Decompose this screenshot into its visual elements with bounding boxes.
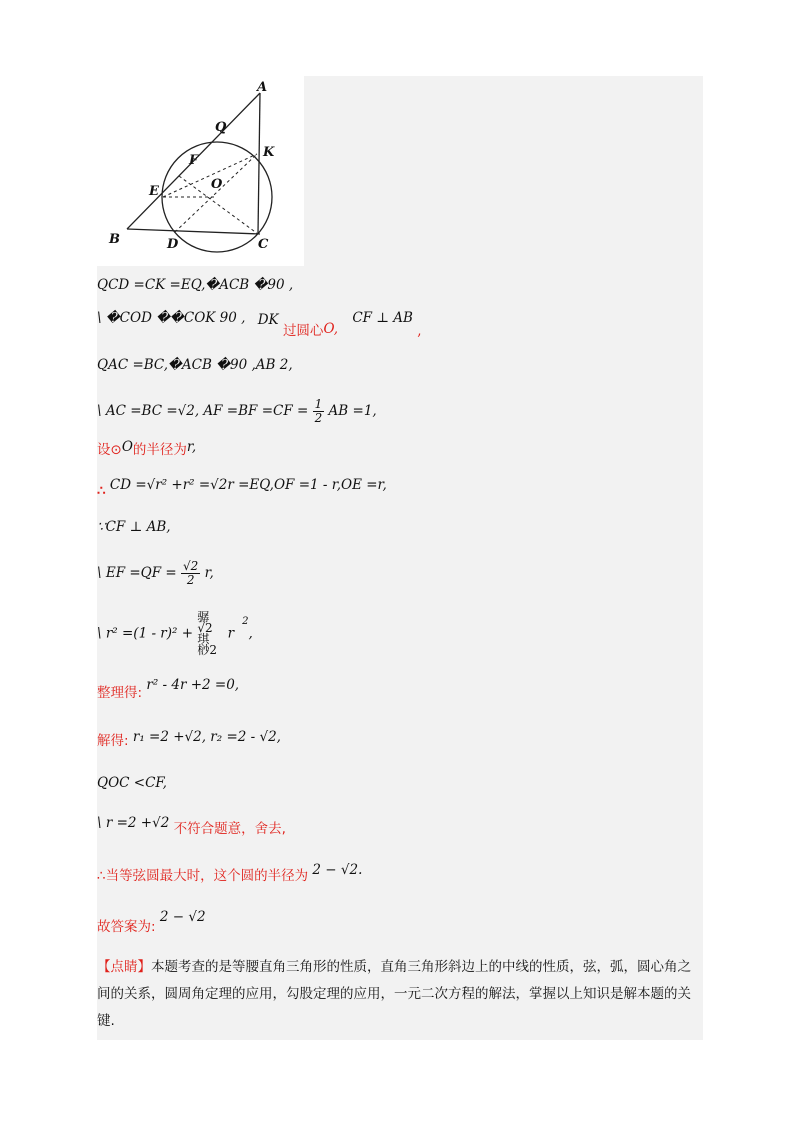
- line-2-o: O,: [323, 321, 339, 337]
- line-5: [97, 441, 196, 459]
- label-d: D: [167, 237, 179, 252]
- label-o: O: [211, 177, 223, 192]
- line-12: QOC <CF,: [97, 775, 167, 791]
- comment-text: 本题考查的是等腰直角三角形的性质，直角三角形斜边上的中线的性质，弦，弧，圆心角之间的关系，圆周角定理的应用，勾股定理的应用，一元二次方程的解法，掌握以上知识是解本题的关键.: [97, 959, 691, 1029]
- label-f: F: [189, 153, 199, 168]
- comment-block: [97, 954, 703, 1035]
- line-2-comma: ,: [417, 323, 422, 339]
- label-q: Q: [215, 120, 227, 135]
- line-10-equation: r² - 4r +2 =0,: [146, 677, 240, 693]
- line-8-end: r,: [204, 565, 214, 581]
- line-9: [97, 612, 253, 656]
- line-10-label: 整理得:: [97, 685, 143, 701]
- fraction-numerator: 1: [314, 397, 323, 411]
- fraction-denominator: 2: [186, 573, 195, 587]
- line-8-text: \ EF =QF =: [97, 565, 177, 581]
- line-14: [97, 861, 363, 884]
- line-4-text: \ AC =BC =√2, AF =BF =CF =: [97, 403, 309, 419]
- label-c: C: [258, 237, 269, 252]
- line-5-prefix: 设⊙: [97, 442, 122, 458]
- line-4-end: AB =1,: [328, 403, 377, 419]
- line-9-comma: ,: [248, 625, 253, 642]
- geometry-figure: [97, 76, 304, 266]
- answer-value: 2 − √2: [159, 909, 206, 925]
- line-3: QAC =BC,�ACB �90 ,AB 2,: [97, 357, 293, 373]
- line-9-text: \ r² =(1 - r)² +: [97, 625, 194, 642]
- line-1: QCD =CK =EQ,�ACB �90 ,: [97, 277, 294, 293]
- line-5-radius-text: 的半径为: [132, 442, 187, 458]
- line-2: [97, 309, 422, 339]
- label-e: E: [149, 184, 159, 199]
- line-6-text: CD =√r² +r² =√2r =EQ,OF =1 - r,OE =r,: [109, 477, 387, 493]
- line-14-value: 2 − √2.: [312, 862, 363, 878]
- fraction-denominator: 2: [314, 411, 323, 425]
- line-2-dk: DK: [257, 312, 279, 328]
- circle-triangle-diagram: [97, 76, 304, 266]
- fraction-one-half: [313, 398, 325, 425]
- line-4: [97, 398, 377, 425]
- line-2-text: \ �COD ��COK 90 ,: [97, 310, 246, 326]
- segment-bc: [127, 229, 260, 234]
- line-13-text: \ r =2 +√2: [97, 815, 170, 831]
- line-11-label: 解得:: [97, 733, 129, 749]
- line-2-cf-perp: CF ⊥ AB: [352, 310, 413, 326]
- line-11: [97, 728, 281, 749]
- segment-dk: [175, 154, 257, 232]
- therefore-symbol: ∴: [97, 483, 106, 499]
- line-9-superscript: 2: [242, 615, 249, 627]
- line-6: [97, 476, 387, 499]
- line-15: [97, 908, 206, 935]
- line-13-reject: 不符合题意，舍去,: [173, 821, 286, 837]
- label-k: K: [263, 145, 275, 160]
- line-9-r: r: [227, 625, 235, 642]
- line-9-bracket-garble: 骣√2 琪 桫2: [197, 610, 217, 657]
- circle-o: [162, 142, 272, 252]
- line-10: [97, 676, 240, 701]
- segment-ac: [258, 93, 260, 234]
- line-5-r: r,: [186, 439, 197, 455]
- line-11-roots: r₁ =2 +√2, r₂ =2 - √2,: [132, 729, 281, 745]
- answer-label: 故答案为:: [97, 919, 156, 935]
- line-13: [97, 814, 286, 837]
- line-8: [97, 560, 214, 587]
- fraction-numerator: √2: [183, 559, 199, 573]
- line-5-o: O: [121, 439, 133, 455]
- fraction-root2-over-2: [181, 560, 200, 587]
- label-a: A: [257, 80, 268, 95]
- segment-ek: [163, 154, 257, 197]
- line-2-through-center: 过圆心: [282, 323, 324, 339]
- label-b: B: [109, 232, 120, 247]
- line-7: ∵CF ⊥ AB,: [97, 519, 171, 535]
- line-14-conclusion: ∴当等弦圆最大时，这个圆的半径为: [97, 868, 309, 884]
- comment-tag: 【点睛】: [97, 959, 151, 975]
